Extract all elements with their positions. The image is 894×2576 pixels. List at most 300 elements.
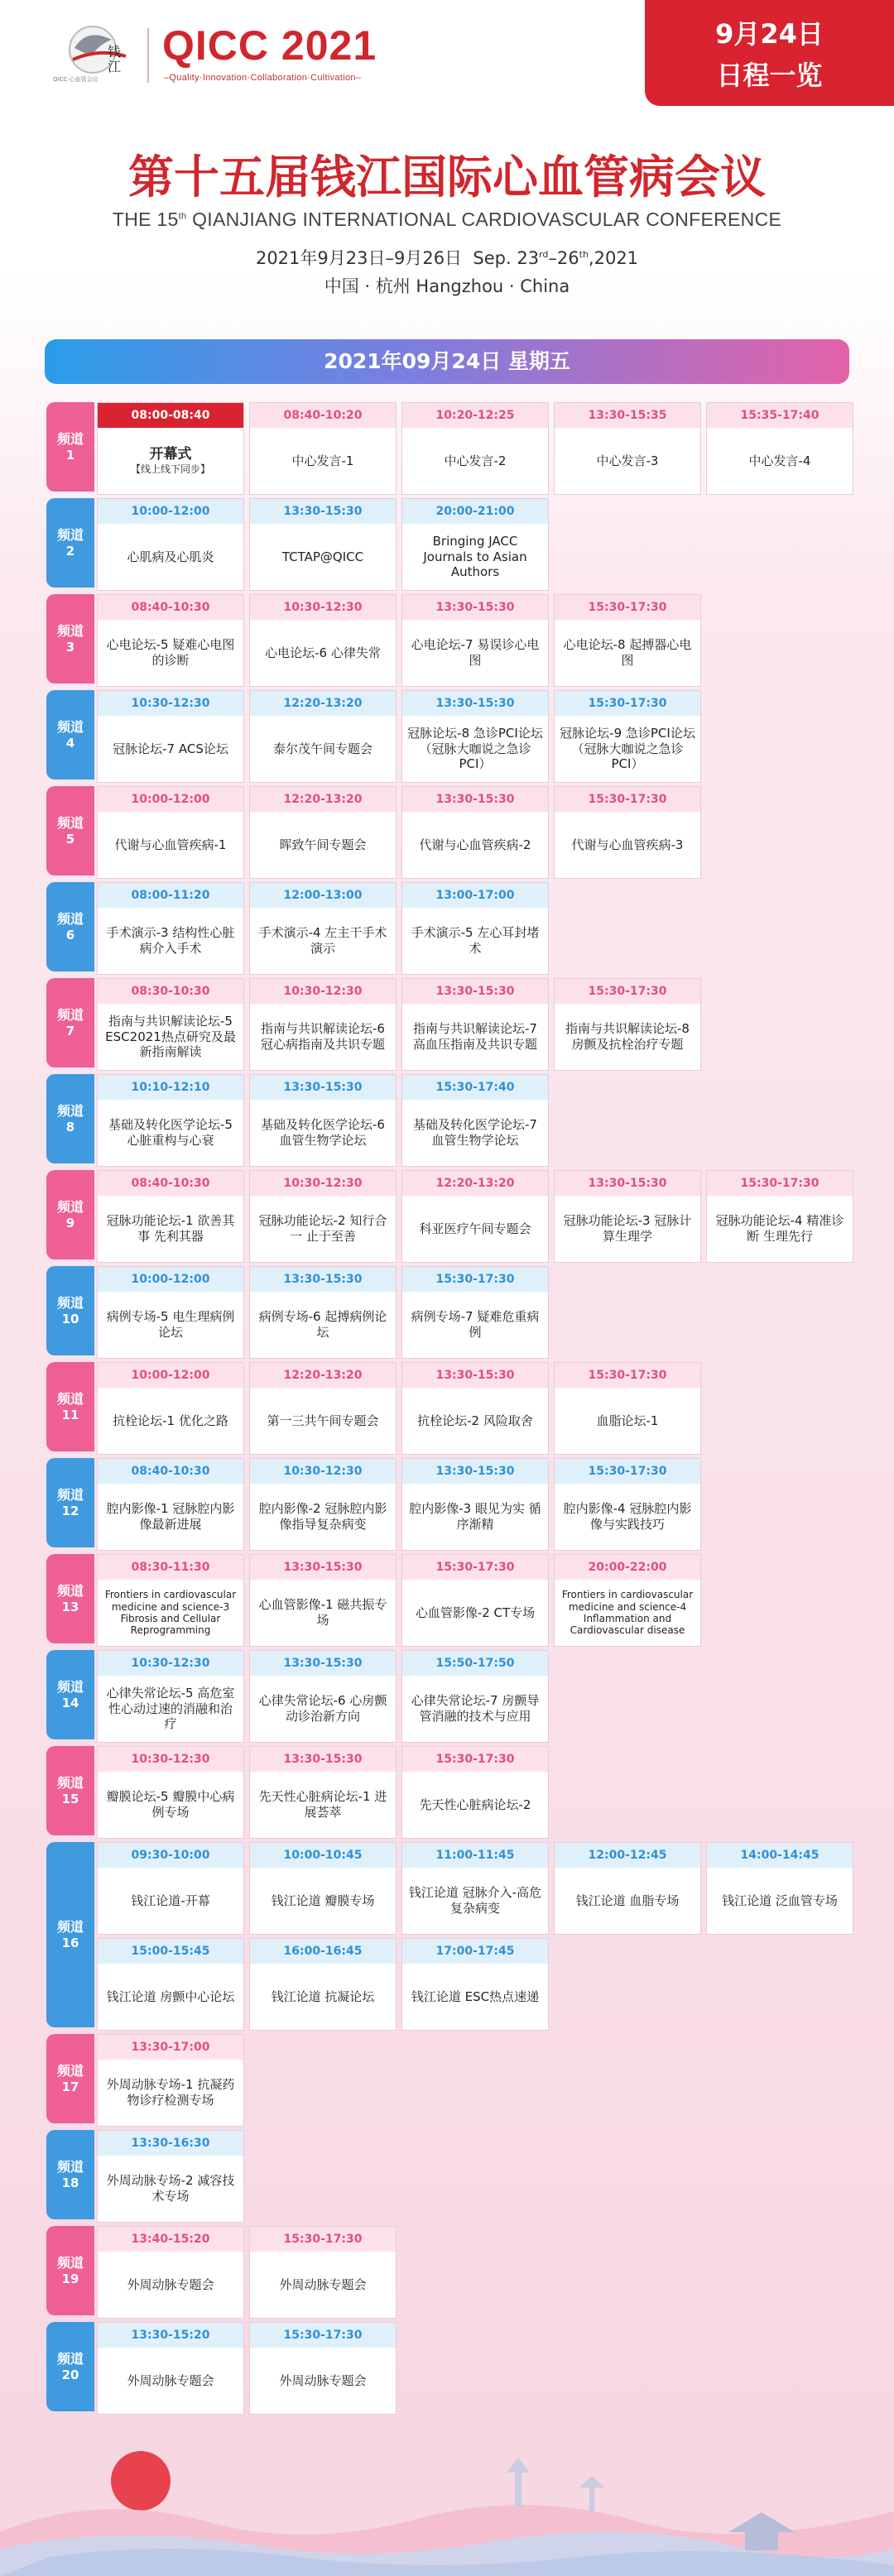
session-name-box	[402, 812, 548, 878]
session-name: 中心发言-1	[291, 453, 354, 468]
session-card[interactable]	[401, 1458, 549, 1551]
track-number: 10	[61, 1311, 79, 1326]
track-label	[46, 1074, 94, 1163]
session-card[interactable]	[554, 978, 701, 1071]
session-name: 腔内影像-1 冠脉腔内影像最新进展	[106, 1501, 235, 1532]
session-time: 10:30-12:30	[98, 1747, 243, 1772]
track-label-text: 频道	[56, 1679, 84, 1696]
track-label	[46, 402, 94, 492]
session-name: 冠脉功能论坛-1 欲善其事 先利其器	[106, 1213, 235, 1244]
track-label-text: 频道	[56, 2159, 84, 2175]
session-card[interactable]	[97, 1554, 244, 1647]
session-name: 指南与共识解读论坛-8 房颤及抗栓治疗专题	[565, 1021, 690, 1052]
svg-text:钱: 钱	[108, 44, 122, 60]
session-card[interactable]	[249, 402, 397, 495]
session-time: 13:00-17:00	[402, 883, 548, 908]
track-label-text: 频道	[56, 431, 84, 448]
session-card[interactable]	[97, 2034, 244, 2127]
session-name-box	[250, 524, 396, 590]
session-name-box	[250, 1484, 396, 1550]
session-time: 20:00-22:00	[555, 1555, 700, 1580]
session-time: 15:30-17:30	[555, 1459, 700, 1484]
session-card[interactable]	[97, 1362, 244, 1455]
session-name: 心律失常论坛-6 心房颤动诊治新方向	[258, 1693, 387, 1724]
session-time: 13:30-15:30	[402, 787, 548, 812]
session-card[interactable]	[401, 1170, 549, 1263]
session-name: 冠脉论坛-9 急诊PCI论坛（冠脉大咖说之急诊PCI）	[560, 725, 695, 772]
track-label	[46, 498, 94, 588]
session-card[interactable]	[249, 1362, 397, 1455]
track-number: 1	[65, 447, 75, 463]
session-name-box	[402, 1388, 548, 1454]
session-card[interactable]	[249, 498, 397, 591]
session-time: 13:30-15:30	[250, 1747, 396, 1772]
session-card[interactable]	[97, 1938, 244, 2031]
session-card[interactable]	[97, 2322, 244, 2415]
session-name: 心律失常论坛-7 房颤导管消融的技术与应用	[411, 1693, 540, 1724]
session-name-box	[402, 1004, 548, 1070]
session-time: 15:30-17:30	[555, 691, 700, 716]
date-badge	[645, 0, 894, 106]
session-name-box	[402, 1292, 548, 1358]
session-card[interactable]	[401, 1266, 549, 1359]
track-number: 3	[65, 639, 75, 655]
session-card[interactable]	[706, 1842, 853, 1935]
session-time: 10:00-12:00	[98, 787, 243, 812]
session-name-box	[402, 524, 548, 590]
session-name: 基础及转化医学论坛-7 血管生物学论坛	[413, 1117, 537, 1148]
session-name-box	[555, 1580, 700, 1646]
session-time: 13:30-15:30	[250, 1651, 396, 1676]
track-label	[46, 1170, 94, 1259]
page-title-english: THE 15th QIANJIANG INTERNATIONAL CARDIOVASCULAR CONFERENCE	[112, 209, 782, 230]
session-name-box	[250, 1388, 396, 1454]
session-card[interactable]	[401, 594, 549, 687]
session-name-box	[250, 1772, 396, 1838]
session-card[interactable]	[249, 1554, 397, 1647]
session-name-box	[555, 428, 700, 494]
session-card[interactable]	[249, 690, 397, 783]
session-card[interactable]	[249, 882, 397, 975]
session-time: 15:30-17:30	[402, 1267, 548, 1292]
session-name-box	[250, 1196, 396, 1262]
session-note: 【线上线下同步】	[130, 463, 210, 476]
session-card[interactable]	[554, 594, 701, 687]
track-label-text: 频道	[56, 1775, 84, 1792]
session-card[interactable]	[554, 786, 701, 879]
session-name-box	[250, 1868, 396, 1934]
session-name: 心电论坛-5 疑难心电图的诊断	[106, 637, 235, 668]
track-label	[46, 2130, 94, 2219]
session-time: 15:50-17:50	[402, 1651, 548, 1676]
session-time: 10:30-12:30	[250, 1459, 396, 1484]
session-card[interactable]	[554, 1554, 701, 1647]
session-card[interactable]	[401, 498, 549, 591]
conference-logo	[50, 23, 149, 84]
session-name-box	[250, 812, 396, 878]
session-card[interactable]	[401, 402, 549, 495]
session-name: 中心发言-3	[596, 453, 659, 468]
session-name-box	[250, 1964, 396, 2030]
session-name: 抗栓论坛-1 优化之路	[113, 1413, 228, 1428]
session-name: 代谢与心血管疾病-2	[419, 837, 531, 852]
session-name-box	[250, 1580, 396, 1646]
session-time: 13:30-17:00	[98, 2035, 243, 2060]
session-name-box	[250, 1676, 396, 1742]
track-label	[46, 1362, 94, 1451]
track-number: 20	[61, 2367, 79, 2382]
session-time: 10:00-12:00	[98, 1267, 243, 1292]
session-name-box	[555, 1388, 700, 1454]
session-name-box	[250, 2348, 396, 2414]
session-time: 15:30-17:30	[402, 1747, 548, 1772]
session-time: 08:00-11:20	[98, 883, 243, 908]
session-card[interactable]	[249, 2322, 397, 2415]
session-name: 指南与共识解读论坛-7 高血压指南及共识专题	[412, 1021, 537, 1052]
session-time: 12:20-13:20	[250, 691, 396, 716]
session-card[interactable]	[249, 1650, 397, 1743]
track-label-text: 频道	[56, 1103, 84, 1120]
session-time: 10:30-12:30	[250, 595, 396, 620]
session-name: 外周动脉专题会	[279, 2372, 367, 2388]
session-card[interactable]	[554, 1362, 701, 1455]
track-label-text: 频道	[56, 719, 84, 736]
track-number: 4	[65, 735, 75, 751]
session-time: 09:30-10:00	[98, 1843, 243, 1868]
session-time: 08:30-10:30	[98, 979, 243, 1004]
track-label	[46, 1842, 94, 2027]
session-time: 13:30-15:30	[402, 1459, 548, 1484]
session-time: 13:30-15:20	[98, 2323, 243, 2348]
session-time: 15:00-15:45	[98, 1939, 243, 1964]
track-number: 8	[65, 1119, 75, 1134]
session-name-box	[98, 1580, 243, 1646]
session-name-box	[402, 716, 548, 782]
session-card[interactable]	[249, 594, 397, 687]
track-number: 2	[65, 543, 75, 559]
session-time: 15:30-17:30	[555, 1363, 700, 1388]
session-name: 代谢与心血管疾病-3	[571, 837, 684, 852]
session-name: Frontiers in cardiovascular medicine and science-3 Fibrosis and Cellular Reprogramming	[104, 1589, 237, 1637]
session-card[interactable]	[554, 402, 701, 495]
track-number: 17	[61, 2079, 79, 2094]
session-time: 13:30-15:30	[402, 979, 548, 1004]
session-name-box	[98, 2060, 243, 2126]
session-name: TCTAP@QICC	[281, 549, 364, 564]
session-time: 12:20-13:20	[402, 1171, 548, 1196]
session-card[interactable]	[249, 1170, 397, 1263]
session-name-box	[402, 428, 548, 494]
session-time: 08:00-08:40	[98, 403, 243, 428]
track-label	[46, 594, 94, 684]
track-number: 12	[61, 1503, 79, 1518]
session-time: 10:00-12:00	[98, 499, 243, 524]
session-time: 08:40-10:20	[250, 403, 396, 428]
session-name-box	[707, 428, 853, 494]
session-name: 冠脉功能论坛-4 精准诊断 生理先行	[715, 1213, 844, 1244]
session-card[interactable]	[249, 978, 397, 1071]
session-time: 13:30-15:30	[402, 1363, 548, 1388]
session-name-box	[98, 428, 243, 494]
track-label-text: 频道	[56, 1199, 84, 1216]
track-number: 15	[61, 1791, 79, 1806]
session-card[interactable]	[401, 1554, 549, 1647]
track-label	[46, 2322, 94, 2411]
session-card[interactable]	[706, 1170, 853, 1263]
track-label	[46, 1746, 94, 1835]
session-name: 泰尔茂午间专题会	[272, 741, 372, 756]
session-name-box	[402, 1580, 548, 1646]
session-time: 13:30-15:30	[250, 1075, 396, 1100]
page-title: 第十五届钱江国际心血管病会议	[127, 151, 766, 204]
session-card[interactable]	[97, 1842, 244, 1935]
track-label	[46, 690, 94, 780]
track-label-text: 频道	[56, 1487, 84, 1504]
session-time: 15:30-17:30	[555, 787, 700, 812]
session-name: 钱江论道 瓣膜专场	[271, 1892, 375, 1908]
track-number: 7	[65, 1023, 75, 1039]
svg-text:QICC·心血管会议: QICC·心血管会议	[53, 76, 99, 83]
session-name-box	[98, 1196, 243, 1262]
session-name: 心电论坛-6 心律失常	[265, 645, 381, 660]
session-name: 冠脉功能论坛-2 知行合一 止于至善	[258, 1213, 387, 1244]
session-name-box	[98, 1772, 243, 1838]
session-time: 15:35-17:40	[707, 403, 853, 428]
session-card[interactable]	[249, 1746, 397, 1839]
track-label-text: 频道	[56, 911, 84, 928]
session-name: 腔内影像-2 冠脉腔内影像指导复杂病变	[258, 1501, 387, 1532]
session-name-box	[250, 1292, 396, 1358]
track-label	[46, 1554, 94, 1643]
track-label-text: 频道	[56, 2255, 84, 2271]
session-name: 第一三共午间专题会	[267, 1413, 379, 1428]
track-number: 11	[61, 1407, 79, 1422]
session-card[interactable]	[97, 1170, 244, 1263]
track-label-text: 频道	[56, 815, 84, 832]
session-card[interactable]	[97, 882, 244, 975]
track-number: 13	[61, 1599, 79, 1614]
session-time: 08:30-11:30	[98, 1555, 243, 1580]
session-name: Frontiers in cardiovascular medicine and science-4 Inflammation and Cardiovascular disease	[561, 1589, 694, 1637]
session-time: 14:00-14:45	[707, 1843, 853, 1868]
session-card[interactable]	[401, 978, 549, 1071]
session-card[interactable]	[401, 1650, 549, 1743]
session-time: 12:00-12:45	[555, 1843, 700, 1868]
session-name-box	[402, 1676, 548, 1742]
session-name: 手术演示-5 左心耳封堵术	[411, 925, 540, 956]
track-label-text: 频道	[56, 623, 84, 640]
session-name: 钱江论道 血脂专场	[575, 1892, 680, 1908]
session-card[interactable]	[249, 786, 397, 879]
session-card[interactable]	[401, 882, 549, 975]
session-name-box	[402, 908, 548, 974]
session-time: 13:30-16:30	[98, 2131, 243, 2156]
session-time: 13:30-15:30	[250, 1555, 396, 1580]
session-card[interactable]	[401, 1842, 549, 1935]
session-name: 冠脉论坛-7 ACS论坛	[113, 741, 228, 756]
session-name-box	[98, 2156, 243, 2222]
session-card[interactable]	[401, 786, 549, 879]
session-card[interactable]	[97, 594, 244, 687]
session-name-box	[555, 812, 700, 878]
track-label-text: 频道	[56, 2063, 84, 2080]
session-name-box	[250, 428, 396, 494]
session-card[interactable]	[401, 1362, 549, 1455]
session-name: 病例专场-7 疑难危重病例	[411, 1309, 540, 1340]
session-name: 基础及转化医学论坛-5 心脏重构与心衰	[108, 1117, 233, 1148]
session-name-box	[402, 1772, 548, 1838]
session-name: 外周动脉专场-1 抗凝药物诊疗检测专场	[106, 2077, 235, 2108]
session-card[interactable]	[97, 1074, 244, 1167]
session-time: 08:40-10:30	[98, 1459, 243, 1484]
session-card[interactable]	[97, 690, 244, 783]
session-time: 15:30-17:30	[250, 2227, 396, 2252]
session-name: Bringing JACC Journals to Asian Authors	[423, 533, 527, 580]
track-label	[46, 882, 94, 971]
session-name: 冠脉论坛-8 急诊PCI论坛（冠脉大咖说之急诊PCI）	[407, 725, 543, 772]
session-card[interactable]	[401, 1074, 549, 1167]
session-time: 10:30-12:30	[250, 1171, 396, 1196]
session-card[interactable]	[401, 690, 549, 783]
session-name-box	[98, 1676, 243, 1742]
session-name-box	[402, 620, 548, 686]
session-name: 心血管影像-1 磁共振专场	[258, 1597, 387, 1628]
session-name-box	[98, 1292, 243, 1358]
session-card[interactable]	[554, 690, 701, 783]
session-name-box	[250, 1004, 396, 1070]
track-label-text: 频道	[56, 2351, 84, 2367]
session-card[interactable]	[249, 1074, 397, 1167]
session-time: 20:00-21:00	[402, 499, 548, 524]
session-time: 16:00-16:45	[250, 1939, 396, 1964]
session-name: 外周动脉专场-2 减容技术专场	[106, 2173, 235, 2204]
session-name-box	[98, 716, 243, 782]
track-label-text: 频道	[56, 1295, 84, 1312]
session-name: 指南与共识解读论坛-6 冠心病指南及共识专题	[260, 1021, 385, 1052]
session-name-box	[98, 812, 243, 878]
session-name: 钱江论道 泛血管专场	[722, 1892, 838, 1908]
session-time: 12:20-13:20	[250, 787, 396, 812]
session-name: 中心发言-2	[444, 453, 507, 468]
session-card[interactable]	[97, 1266, 244, 1359]
session-card[interactable]	[97, 2226, 244, 2319]
session-time: 10:00-12:00	[98, 1363, 243, 1388]
track-number: 14	[61, 1695, 79, 1710]
session-card[interactable]	[97, 1458, 244, 1551]
footer-landscape	[0, 2433, 894, 2576]
session-card[interactable]	[97, 2130, 244, 2223]
session-name-box	[402, 1868, 548, 1934]
session-name: 指南与共识解读论坛-5 ESC2021热点研究及最新指南解读	[105, 1013, 236, 1060]
session-card[interactable]	[249, 1842, 397, 1935]
session-name: 外周动脉专题会	[127, 2276, 214, 2292]
session-name-box	[250, 908, 396, 974]
track-label	[46, 2034, 94, 2123]
session-name-box	[555, 1868, 700, 1934]
session-card[interactable]	[97, 498, 244, 591]
session-card[interactable]	[97, 1650, 244, 1743]
badge-caption: 日程一览	[716, 60, 823, 91]
session-name-box	[250, 716, 396, 782]
session-card[interactable]	[554, 1170, 701, 1263]
session-card[interactable]	[249, 1266, 397, 1359]
session-name: 病例专场-5 电生理病例论坛	[106, 1309, 235, 1340]
session-card[interactable]	[97, 786, 244, 879]
session-name: 腔内影像-3 眼见为实 循序渐精	[409, 1501, 541, 1532]
session-name-box	[707, 1196, 853, 1262]
session-time: 13:30-15:30	[250, 1267, 396, 1292]
session-card[interactable]	[97, 402, 244, 495]
session-card[interactable]	[401, 1938, 549, 2031]
session-name: 外周动脉专题会	[279, 2276, 367, 2292]
session-card[interactable]	[249, 1458, 397, 1551]
track-number: 18	[61, 2175, 79, 2190]
track-label-text: 频道	[56, 1919, 84, 1936]
session-time: 08:40-10:30	[98, 1171, 243, 1196]
session-time: 15:30-17:30	[250, 2323, 396, 2348]
track-label	[46, 786, 94, 875]
svg-text:江: 江	[108, 59, 122, 74]
session-name: 病例专场-6 起搏病例论坛	[258, 1309, 387, 1340]
session-time: 10:30-12:30	[250, 979, 396, 1004]
session-name: 钱江论道-开幕	[131, 1892, 210, 1908]
session-card[interactable]	[97, 1746, 244, 1839]
track-number: 6	[65, 927, 75, 943]
session-name: 心肌病及心肌炎	[127, 549, 214, 564]
session-card[interactable]	[401, 1746, 549, 1839]
session-time: 10:00-10:45	[250, 1843, 396, 1868]
session-name: 先天性心脏病论坛-1 进展荟萃	[258, 1789, 387, 1820]
track-label	[46, 1458, 94, 1547]
session-name-box	[250, 620, 396, 686]
session-card[interactable]	[97, 978, 244, 1071]
session-name-box	[250, 1100, 396, 1166]
track-number: 5	[65, 831, 75, 847]
session-time: 15:30-17:30	[555, 595, 700, 620]
session-time: 15:30-17:30	[707, 1171, 853, 1196]
session-card[interactable]	[554, 1458, 701, 1551]
brand-title: QICC 2021	[162, 22, 377, 69]
session-card[interactable]	[706, 402, 853, 495]
session-name: 钱江论道 房颤中心论坛	[106, 1988, 235, 2004]
session-time: 13:30-15:35	[555, 403, 700, 428]
brand-slogan: –Quality·Innovation·Collaboration·Cultivation–	[164, 73, 362, 83]
track-label	[46, 1650, 94, 1739]
session-name-box	[555, 1196, 700, 1262]
session-name: 基础及转化医学论坛-6 血管生物学论坛	[261, 1117, 385, 1148]
session-time: 10:30-12:30	[98, 1651, 243, 1676]
session-name-box	[98, 524, 243, 590]
session-name-box	[98, 1868, 243, 1934]
session-card[interactable]	[249, 2226, 397, 2319]
session-time: 17:00-17:45	[402, 1939, 548, 1964]
track-label-text: 频道	[56, 527, 84, 544]
session-name: 心血管影像-2 CT专场	[415, 1605, 536, 1620]
session-name-box	[402, 1484, 548, 1550]
session-time: 13:30-15:30	[402, 691, 548, 716]
session-name: 手术演示-4 左主干手术演示	[258, 925, 387, 956]
session-name: 手术演示-3 结构性心脏病介入手术	[106, 925, 235, 956]
session-time: 12:00-13:00	[250, 883, 396, 908]
session-card[interactable]	[249, 1938, 397, 2031]
session-name-box	[98, 1964, 243, 2030]
session-time: 13:40-15:20	[98, 2227, 243, 2252]
session-name-box	[98, 1004, 243, 1070]
logo-divider	[147, 28, 149, 83]
session-card[interactable]	[554, 1842, 701, 1935]
session-name-box	[707, 1868, 853, 1934]
conference-location: 中国 · 杭州 Hangzhou · China	[324, 276, 570, 296]
